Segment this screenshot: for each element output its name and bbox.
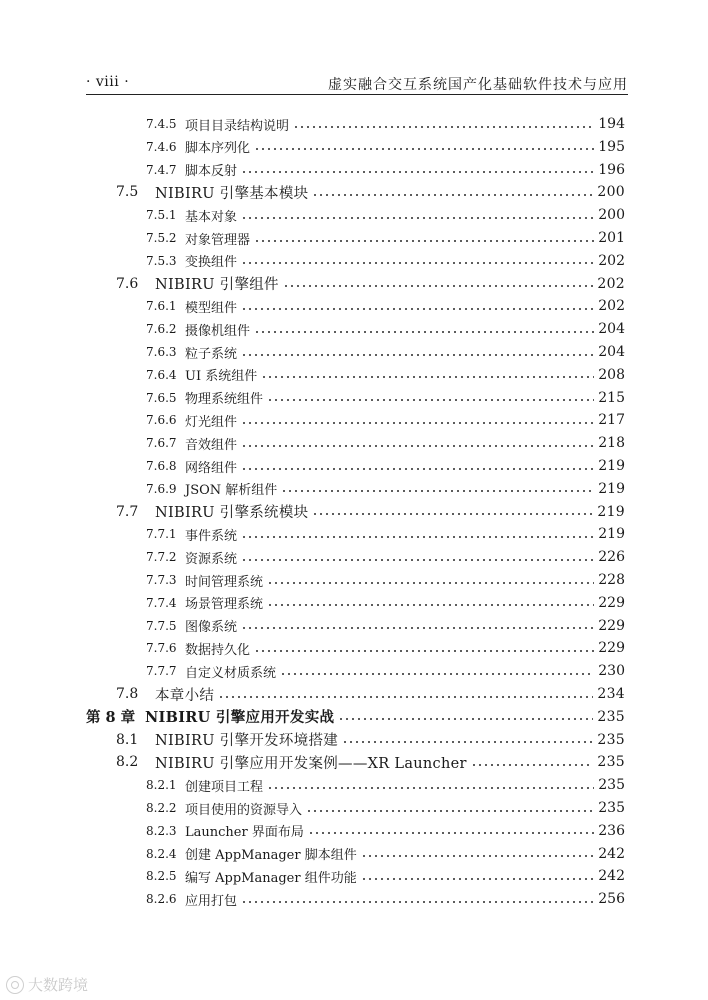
toc-entry-page: 200 (598, 207, 625, 224)
toc-entry-page: 208 (598, 366, 625, 383)
toc-entry-line (155, 273, 625, 294)
toc-entry (0, 137, 708, 157)
toc-entry-number: 7.4.6 (146, 139, 177, 154)
toc-entry-line (185, 616, 625, 635)
watermark (6, 974, 88, 995)
toc-entry-line (145, 706, 625, 727)
toc-entry-number: 7.5 (116, 184, 139, 201)
toc-entry (0, 479, 708, 499)
dot-leader (241, 536, 594, 538)
toc-entry-number: 7.7.1 (146, 527, 177, 542)
toc-entry-number: 8.2.3 (146, 823, 177, 838)
toc-entry (0, 616, 708, 636)
toc-entry (0, 684, 708, 704)
toc-entry-page: 235 (597, 708, 625, 725)
dot-leader (267, 399, 594, 401)
toc-entry-title: 场景管理系统 (185, 597, 264, 613)
toc-entry-title: NIBIRU 引擎系统模块 (155, 505, 309, 522)
toc-entry-page: 200 (597, 184, 625, 201)
toc-entry-number: 7.6.8 (146, 459, 177, 473)
toc-entry-number: 7.7 (116, 503, 139, 520)
toc-entry-title: NIBIRU 引擎应用开发实战 (145, 709, 335, 727)
toc-entry-line (185, 115, 625, 134)
toc-entry-page: 202 (598, 298, 625, 315)
toc-entry-title: 时间管理系统 (185, 574, 264, 590)
dot-leader (293, 126, 594, 128)
toc-entry-number: 7.5.1 (146, 208, 177, 223)
toc-entry-number: 7.7.3 (146, 573, 177, 587)
toc-entry-page: 196 (598, 161, 625, 178)
toc-entry-page: 219 (598, 458, 625, 474)
dot-leader (241, 445, 594, 447)
toc-entry-page: 218 (598, 435, 625, 452)
dot-leader (218, 696, 593, 698)
toc-entry-line (185, 137, 625, 156)
toc-entry-line (155, 752, 625, 773)
toc-entry-number: 8.2 (116, 754, 139, 771)
toc-entry-title: 脚本序列化 (185, 141, 251, 157)
toc-entry-page: 242 (598, 845, 625, 862)
toc-entry (0, 456, 708, 476)
toc-entry-title: 基本对象 (185, 209, 238, 225)
toc-entry-page: 235 (597, 754, 625, 771)
toc-entry-number: 8.2.1 (146, 778, 177, 793)
toc-entry-line (185, 365, 625, 384)
dot-leader (312, 194, 593, 196)
toc-entry-number: 7.7.6 (146, 641, 177, 656)
toc-entry-title: JSON 解析组件 (185, 483, 278, 499)
toc-entry-number: 7.7.7 (146, 664, 177, 679)
toc-entry (0, 365, 708, 385)
toc-entry-page: 194 (598, 116, 625, 132)
toc-entry-title: 数据持久化 (185, 642, 251, 658)
toc-entry-number: 8.2.2 (146, 801, 177, 815)
dot-leader (308, 832, 594, 834)
dot-leader (261, 376, 594, 378)
toc-entry (0, 274, 708, 294)
dot-leader (254, 240, 594, 242)
toc-entry-number: 8.2.4 (146, 846, 177, 861)
toc-entry-title: 资源系统 (185, 551, 238, 567)
toc-entry-title: NIBIRU 引擎应用开发案例——XR Launcher (155, 755, 467, 772)
toc-entry-line (185, 388, 625, 407)
toc-entry (0, 570, 708, 590)
toc-entry-page: 219 (597, 503, 625, 520)
toc-entry-number: 第 8 章 (86, 709, 136, 727)
toc-entry-title: 自定义材质系统 (185, 665, 277, 681)
toc-entry-line (185, 867, 625, 886)
toc-entry (0, 730, 708, 750)
toc-entry-title: 摄像机组件 (185, 323, 251, 339)
toc-entry-title: 事件系统 (185, 528, 238, 544)
toc-entry (0, 638, 708, 658)
toc-entry-line (185, 799, 625, 818)
toc-entry-line (185, 662, 625, 681)
toc-entry-line (185, 206, 625, 225)
toc-entry-line (155, 729, 625, 750)
toc-entry-page: 236 (598, 822, 625, 839)
toc-entry-title: 编写 AppManager 组件功能 (185, 870, 357, 886)
toc-entry (0, 524, 708, 544)
toc-entry-page: 219 (598, 526, 625, 543)
toc-entry-title: NIBIRU 引擎组件 (155, 277, 279, 294)
toc-entry-number: 7.6.3 (146, 345, 177, 359)
toc-entry-number: 7.6.9 (146, 481, 177, 496)
dot-leader (312, 513, 593, 515)
toc-entry-page: 204 (598, 321, 625, 338)
toc-entry-line (185, 457, 625, 476)
dot-leader (283, 285, 594, 287)
toc-entry-title: NIBIRU 引擎开发环境搭建 (155, 733, 339, 750)
toc-entry-title: 项目使用的资源导入 (185, 802, 303, 818)
toc-entry (0, 661, 708, 681)
toc-entry (0, 182, 708, 202)
toc-entry-page: 256 (598, 891, 625, 908)
toc-entry (0, 889, 708, 909)
toc-entry (0, 798, 708, 818)
toc-entry (0, 502, 708, 522)
toc-entry-number: 7.8 (116, 686, 139, 702)
toc-entry-line (185, 251, 625, 270)
toc-entry (0, 866, 708, 886)
toc-entry (0, 205, 708, 225)
dot-leader (267, 604, 594, 606)
dot-leader (254, 650, 594, 652)
toc-entry-line (185, 297, 625, 316)
toc-entry-page: 234 (597, 686, 625, 702)
toc-entry-page: 235 (598, 800, 625, 816)
toc-entry-number: 7.6.5 (146, 390, 177, 405)
toc-entry (0, 775, 708, 795)
toc-entry (0, 707, 708, 727)
dot-leader (241, 468, 594, 470)
toc-entry (0, 342, 708, 362)
toc-entry-title: 变换组件 (185, 255, 238, 271)
dot-leader (267, 582, 594, 584)
dot-leader (280, 673, 594, 675)
dot-leader (241, 354, 594, 356)
dot-leader (338, 718, 593, 720)
toc-entry-number: 7.6.4 (146, 367, 177, 382)
toc-entry-title: 脚本反射 (185, 164, 238, 180)
toc-entry (0, 410, 708, 430)
toc-entry-number: 7.7.2 (146, 550, 177, 565)
toc-entry-title: 图像系统 (185, 620, 238, 636)
toc-entry-number: 7.6.2 (146, 322, 177, 337)
toc-entry-page: 195 (598, 138, 625, 155)
dot-leader (241, 171, 594, 173)
dot-leader (241, 901, 594, 903)
dot-leader (241, 262, 594, 264)
toc-entry-number: 7.6.6 (146, 413, 177, 428)
dot-leader (241, 308, 594, 310)
toc-entry-line (155, 182, 625, 203)
toc-entry-page: 201 (598, 230, 625, 246)
watermark-text: 大数跨境 (28, 976, 89, 994)
toc-entry-page: 228 (598, 572, 625, 588)
toc-entry-page: 204 (598, 344, 625, 360)
dot-leader (254, 331, 594, 333)
toc-entry-line (185, 593, 625, 612)
toc-entry-line (185, 320, 625, 339)
toc-entry-line (185, 343, 625, 362)
dot-leader (361, 878, 595, 880)
watermark-logo-icon (6, 976, 24, 994)
page-number: · viii · (86, 74, 130, 90)
toc-entry-title: 粒子系统 (185, 346, 238, 362)
dot-leader (361, 855, 595, 857)
toc-entry-page: 202 (597, 275, 625, 292)
dot-leader (241, 559, 594, 561)
toc-entry-number: 7.5.3 (146, 253, 177, 268)
toc-entry-title: 本章小结 (155, 687, 215, 704)
toc-entry-page: 235 (597, 731, 625, 748)
toc-entry-number: 8.2.5 (146, 869, 177, 884)
toc-entry-title: 网络组件 (185, 460, 238, 476)
toc-entry-title: 音效组件 (185, 437, 238, 453)
toc-entry-line (185, 479, 625, 498)
toc-entry-page: 229 (598, 640, 625, 657)
toc-entry (0, 296, 708, 316)
toc-entry (0, 547, 708, 567)
toc-entry-line (185, 639, 625, 658)
toc-entry-number: 8.2.6 (146, 892, 177, 907)
dot-leader (267, 787, 594, 789)
toc-entry-title: 应用打包 (185, 893, 238, 909)
toc-entry-page: 215 (598, 389, 625, 406)
toc-entry-line (185, 821, 625, 840)
toc-entry (0, 160, 708, 180)
book-title: 虚实融合交互系统国产化基础软件技术与应用 (328, 77, 628, 93)
dot-leader (241, 422, 594, 424)
toc-entry (0, 844, 708, 864)
toc-entry-line (185, 776, 625, 795)
toc-entry-page: 217 (598, 412, 625, 429)
toc-entry-page: 230 (598, 663, 625, 680)
toc-entry-number: 7.6.1 (146, 299, 177, 314)
toc-entry-title: UI 系统组件 (185, 369, 258, 385)
toc-entry-title: Launcher 界面布局 (185, 825, 304, 841)
dot-leader (241, 627, 594, 629)
toc-entry-number: 7.6.7 (146, 436, 177, 451)
toc-entry-line (185, 434, 625, 453)
toc-entry-number: 7.5.2 (146, 231, 177, 245)
toc-entry-title: 创建 AppManager 脚本组件 (185, 848, 357, 864)
toc-entry-number: 8.1 (116, 731, 139, 748)
toc-entry-number: 7.7.4 (146, 595, 177, 610)
toc-entry (0, 228, 708, 248)
toc-entry-line (185, 229, 625, 248)
toc-entry-title: 物理系统组件 (185, 392, 264, 408)
toc-entry-number: 7.4.5 (146, 117, 177, 131)
toc-entry-title: 模型组件 (185, 300, 238, 316)
toc-entry (0, 319, 708, 339)
toc-entry-title: 项目目录结构说明 (185, 118, 290, 134)
dot-leader (254, 148, 594, 150)
toc-entry (0, 593, 708, 613)
toc-entry (0, 433, 708, 453)
dot-leader (281, 490, 594, 492)
toc-entry-page: 229 (598, 617, 625, 634)
toc-entry-line (155, 684, 625, 705)
toc-entry-page: 219 (598, 480, 625, 497)
toc-entry-line (155, 501, 625, 522)
toc-entry (0, 388, 708, 408)
dot-leader (342, 741, 593, 743)
toc-entry-title: 灯光组件 (185, 414, 238, 430)
toc-entry-line (185, 160, 625, 179)
toc-entry-line (185, 525, 625, 544)
dot-leader (306, 810, 594, 812)
toc-entry (0, 114, 708, 134)
toc-entry-line (185, 844, 625, 863)
toc-entry-line (185, 890, 625, 909)
toc-entry-page: 226 (598, 549, 625, 566)
toc-entry-page: 242 (598, 868, 625, 885)
toc-entry-page: 229 (598, 594, 625, 611)
toc-entry (0, 821, 708, 841)
toc-entry-number: 7.6 (116, 275, 139, 292)
toc-entry-title: NIBIRU 引擎基本模块 (155, 185, 309, 202)
toc-entry (0, 752, 708, 772)
toc-entry-page: 202 (598, 252, 625, 269)
toc-entry-line (185, 571, 625, 590)
toc-entry-line (185, 548, 625, 567)
dot-leader (471, 764, 594, 766)
toc-entry (0, 251, 708, 271)
toc-entry-title: 对象管理器 (185, 232, 251, 248)
toc-entry-title: 创建项目工程 (185, 779, 264, 795)
toc-entry-page: 235 (598, 777, 625, 794)
dot-leader (241, 217, 594, 219)
toc-entry-number: 7.4.7 (146, 162, 177, 177)
toc-entry-number: 7.7.5 (146, 618, 177, 633)
toc-entry-line (185, 411, 625, 430)
